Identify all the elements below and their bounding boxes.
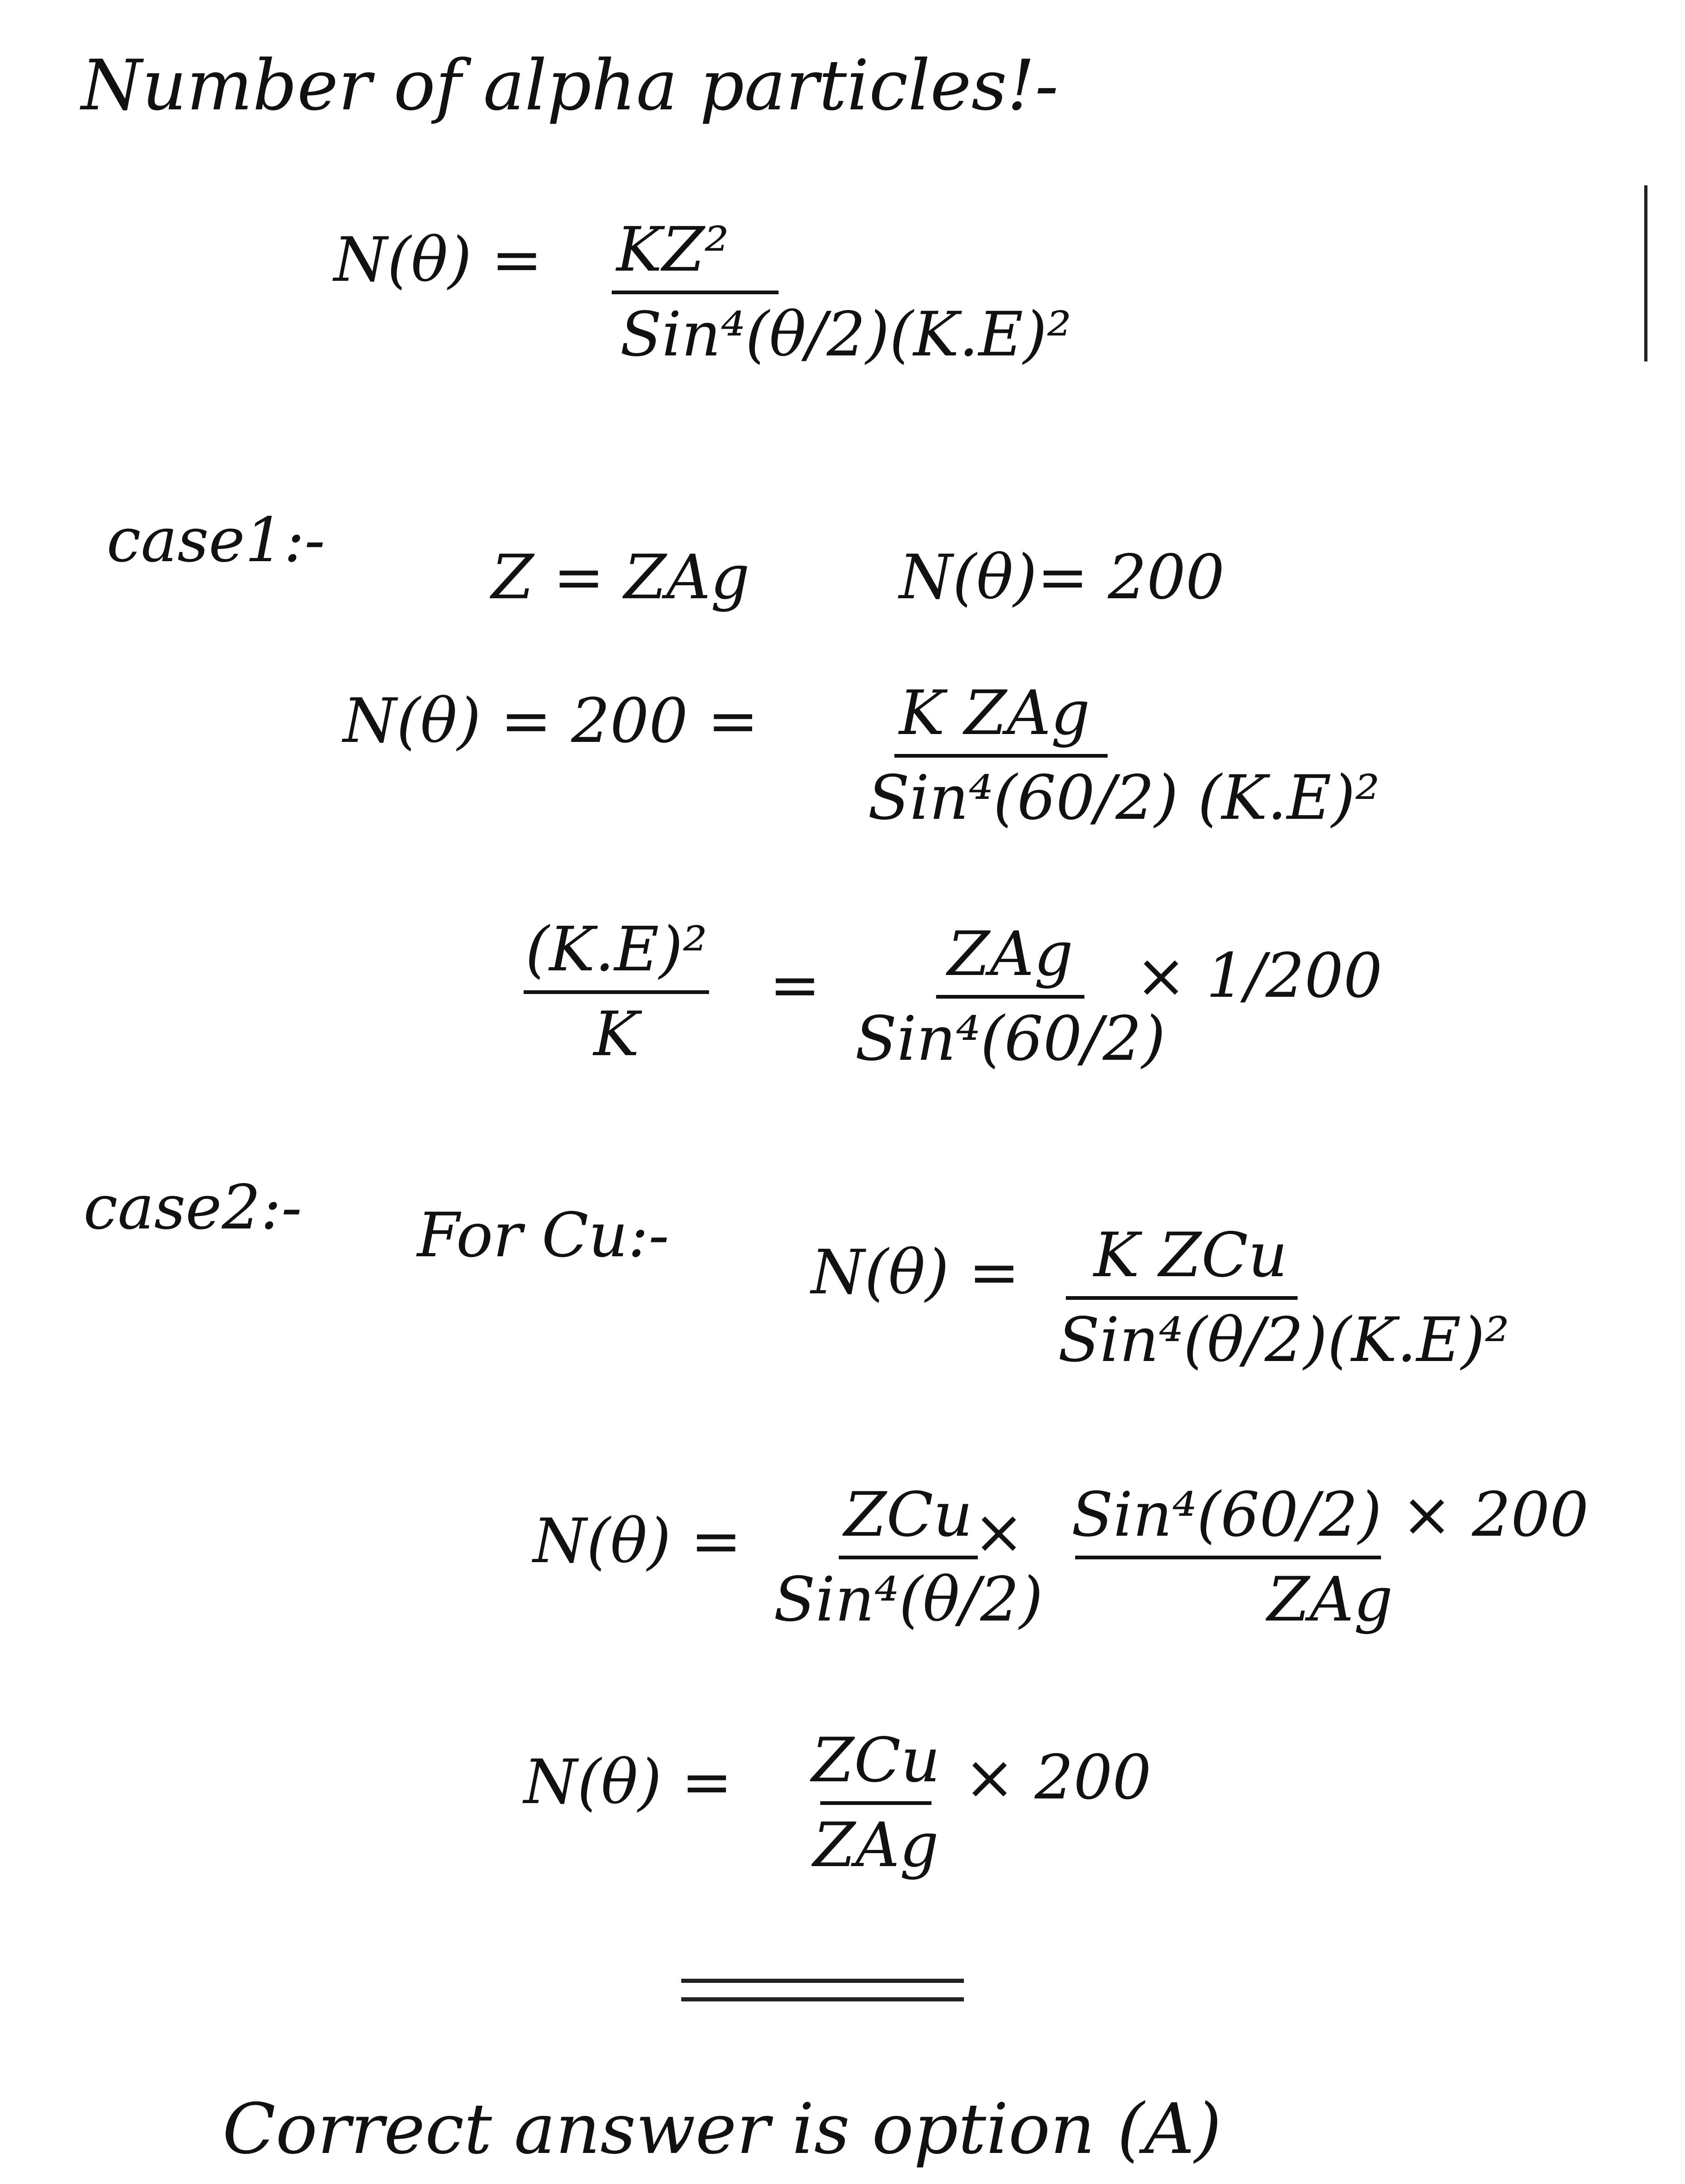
case2-line2-f2-bar: [1075, 1556, 1381, 1559]
case2-line1-lhs: N(θ) =: [811, 1237, 1020, 1308]
case1-line3-fraction: [853, 918, 1168, 1075]
case2-for-cu: For Cu:-: [417, 1200, 669, 1271]
answer-text: Correct answer is option (A): [222, 2089, 1222, 2170]
case1-line2-numerator: K ZAg: [899, 677, 1090, 749]
case2-line1-denominator: Sin⁴(θ/2)(K.E)²: [1058, 1304, 1510, 1376]
case2-line1-fraction: [1047, 1220, 1520, 1376]
heading: Number of alpha particles!-: [81, 45, 1059, 126]
case1-line3-bar: [936, 995, 1084, 999]
case1-line3-lhs-fraction: [510, 914, 723, 1070]
result-double-underline-bottom: [681, 1997, 964, 2001]
case2-line3-numerator: ZCu: [811, 1725, 940, 1796]
case2-label: case2:-: [83, 1172, 302, 1243]
case2-line3-fraction: [797, 1725, 955, 1881]
case2-line1-bar: [1066, 1296, 1298, 1300]
formula-denominator: Sin⁴(θ/2)(K.E)²: [620, 298, 1072, 370]
case2-line1-numerator: K ZCu: [1094, 1220, 1288, 1291]
case1-line3-numerator: ZAg: [947, 918, 1073, 990]
case1-line3-lhs-denominator: K: [593, 998, 640, 1070]
case2-line2-lhs: N(θ) =: [533, 1506, 742, 1577]
case2-line3-bar: [820, 1801, 931, 1805]
case1-label: case1:-: [107, 505, 325, 576]
formula-fraction-bar: [612, 291, 779, 294]
case1-z-assignment: Z = ZAg: [491, 542, 750, 613]
case1-line3-multiplier: × 1/200: [1135, 940, 1382, 1012]
case2-line2-f2-numerator: Sin⁴(60/2) × 200: [1071, 1479, 1589, 1551]
case1-line3-lhs-numerator: (K.E)²: [525, 914, 708, 985]
case2-line3-lhs: N(θ) =: [524, 1747, 733, 1818]
formula-numerator: KZ²: [616, 214, 729, 285]
case2-line2-times: ×: [973, 1496, 1025, 1568]
case2-line3-denominator: ZAg: [813, 1809, 939, 1881]
case1-line2-lhs: N(θ) = 200 =: [343, 685, 759, 757]
formula-lhs: N(θ) =: [334, 224, 543, 296]
case1-line2-fraction: [868, 677, 1380, 834]
case2-line2-f1-numerator: ZCu: [844, 1479, 973, 1551]
scan-edge-mark: [1644, 185, 1647, 361]
case1-line2-denominator: Sin⁴(60/2) (K.E)²: [868, 762, 1380, 834]
case1-line3-denominator: Sin⁴(60/2): [855, 1003, 1166, 1075]
case1-line3-equals: =: [769, 950, 821, 1021]
case1-line2-fraction-bar: [894, 754, 1108, 758]
case2-line2-f2-denominator: ZAg: [1267, 1564, 1393, 1635]
case1-n-assignment: N(θ)= 200: [899, 542, 1225, 613]
case2-line2-f1-bar: [839, 1556, 978, 1559]
formula-fraction: [589, 214, 1103, 370]
case2-line2-fraction2: [1047, 1479, 1613, 1635]
case1-line3-lhs-bar: [524, 990, 709, 994]
case2-line2-f1-denominator: Sin⁴(θ/2): [773, 1564, 1043, 1635]
case2-line3-multiplier: × 200: [964, 1742, 1152, 1813]
result-double-underline-top: [681, 1979, 964, 1983]
